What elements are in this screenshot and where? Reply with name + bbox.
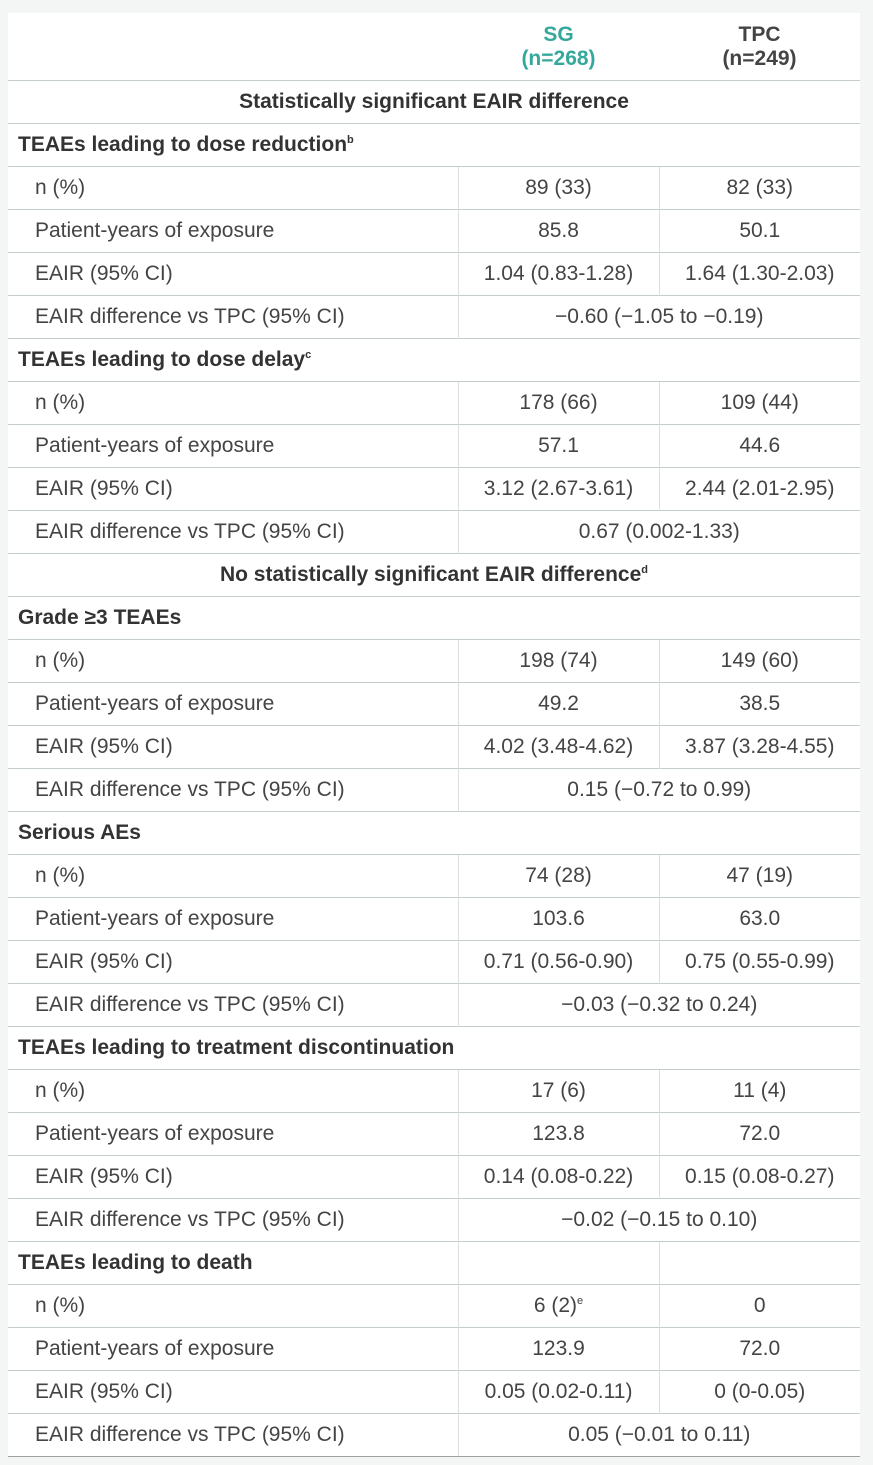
table-row: [8, 1156, 860, 1199]
section-header-row: [8, 81, 860, 124]
sg-value-cell: [458, 167, 659, 210]
row-label: Patient-years of exposure: [35, 907, 275, 930]
eair-difference-row: [8, 296, 860, 339]
diff-label-cell: [8, 1414, 458, 1457]
diff-value: 0.67 (0.002-1.33): [578, 520, 740, 543]
row-label: n (%): [35, 1079, 86, 1102]
row-label-cell: [8, 1156, 458, 1199]
section-header-row: [8, 554, 860, 597]
table-row: [8, 1070, 860, 1113]
row-label: EAIR (95% CI): [35, 735, 173, 758]
row-label-cell: [8, 382, 458, 425]
group-title-cell: [8, 812, 860, 855]
group-blank-cell-sg: [458, 1242, 659, 1285]
tpc-value: 2.44 (2.01-2.95): [685, 477, 835, 500]
table-row: [8, 253, 860, 296]
tpc-value: 3.87 (3.28-4.55): [685, 735, 835, 758]
row-label-cell: [8, 1285, 458, 1328]
row-label: EAIR (95% CI): [35, 1380, 173, 1403]
table-row: [8, 855, 860, 898]
table-row: [8, 468, 860, 511]
row-label: n (%): [35, 864, 86, 887]
sg-value-cell: [458, 1285, 659, 1328]
group-title-cell: [8, 1242, 458, 1285]
tpc-value: 82 (33): [726, 176, 794, 199]
tpc-value: 50.1: [739, 219, 781, 242]
sg-value-cell: [458, 1328, 659, 1371]
row-label-cell: [8, 1113, 458, 1156]
group-title: Serious AEs: [18, 821, 141, 844]
row-label: EAIR (95% CI): [35, 262, 173, 285]
sg-value-cell: [458, 1156, 659, 1199]
group-header-row: [8, 812, 860, 855]
tpc-value-cell: [659, 898, 860, 941]
diff-label: EAIR difference vs TPC (95% CI): [35, 305, 345, 328]
row-label-cell: [8, 253, 458, 296]
row-label-cell: [8, 1328, 458, 1371]
section-title: No statistically significant EAIR difference: [219, 563, 642, 586]
group-header-row: [8, 597, 860, 640]
row-label-cell: [8, 167, 458, 210]
tpc-value-cell: [659, 1070, 860, 1113]
diff-value-cell: [458, 296, 860, 339]
group-footnote-marker: c: [305, 349, 312, 361]
tpc-value-cell: [659, 425, 860, 468]
row-label: Patient-years of exposure: [35, 434, 275, 457]
header-tpc-label: TPC: [738, 22, 781, 46]
tpc-value: 63.0: [739, 907, 781, 930]
row-label: Patient-years of exposure: [35, 219, 275, 242]
table-row: [8, 898, 860, 941]
sg-value: 0.05 (0.02-0.11): [484, 1380, 633, 1403]
sg-footnote-marker: e: [577, 1295, 584, 1307]
row-label-cell: [8, 683, 458, 726]
group-title: TEAEs leading to dose delay: [18, 348, 306, 371]
sg-value: 6 (2): [533, 1294, 578, 1317]
table-row: [8, 167, 860, 210]
tpc-value: 109 (44): [720, 391, 799, 414]
sg-value: 3.12 (2.67-3.61): [483, 477, 634, 500]
tpc-value-cell: [659, 167, 860, 210]
tpc-value-cell: [659, 1113, 860, 1156]
table-row: [8, 1285, 860, 1328]
row-label-cell: [8, 726, 458, 769]
sg-value: 0.71 (0.56-0.90): [483, 950, 634, 973]
row-label-cell: [8, 425, 458, 468]
diff-label: EAIR difference vs TPC (95% CI): [35, 520, 345, 543]
header-tpc: [659, 13, 860, 81]
group-title: Grade ≥3 TEAEs: [18, 606, 182, 629]
sg-value-cell: [458, 726, 659, 769]
header-sg: [458, 13, 659, 81]
group-title: TEAEs leading to treatment discontinuation: [18, 1036, 455, 1059]
row-label: EAIR (95% CI): [35, 1165, 173, 1188]
diff-label-cell: [8, 511, 458, 554]
group-footnote-marker: b: [347, 134, 354, 146]
sg-value: 123.8: [532, 1122, 585, 1145]
row-label: EAIR (95% CI): [35, 950, 173, 973]
diff-label: EAIR difference vs TPC (95% CI): [35, 778, 345, 801]
diff-label: EAIR difference vs TPC (95% CI): [35, 993, 345, 1016]
tpc-value-cell: [659, 468, 860, 511]
row-label: n (%): [35, 391, 86, 414]
tpc-value-cell: [659, 1328, 860, 1371]
tpc-value-cell: [659, 941, 860, 984]
group-title: TEAEs leading to death: [18, 1251, 253, 1274]
group-title-cell: [8, 597, 860, 640]
diff-value-cell: [458, 1414, 860, 1457]
tpc-value: 11 (4): [733, 1079, 787, 1102]
section-title-cell: [8, 81, 860, 124]
tpc-value: 0.75 (0.55-0.99): [685, 950, 835, 973]
table-row: [8, 210, 860, 253]
diff-value: −0.02 (−0.15 to 0.10): [561, 1208, 758, 1231]
header-empty-cell: [8, 13, 458, 81]
table-row: [8, 941, 860, 984]
tpc-value-cell: [659, 1156, 860, 1199]
sg-value-cell: [458, 253, 659, 296]
sg-value-cell: [458, 468, 659, 511]
adverse-events-table: [8, 13, 860, 1457]
row-label-cell: [8, 468, 458, 511]
row-label-cell: [8, 1070, 458, 1113]
header-tpc-n: (n=249): [722, 46, 797, 70]
section-footnote-marker: d: [641, 564, 648, 576]
tpc-value: 38.5: [739, 692, 781, 715]
group-title-cell: [8, 339, 860, 382]
diff-value-cell: [458, 984, 860, 1027]
diff-label: EAIR difference vs TPC (95% CI): [35, 1208, 345, 1231]
diff-value: −0.03 (−0.32 to 0.24): [561, 993, 758, 1016]
sg-value: 123.9: [532, 1337, 585, 1360]
group-title-cell: [8, 1027, 860, 1070]
row-label-cell: [8, 941, 458, 984]
tpc-value: 72.0: [739, 1122, 781, 1145]
tpc-value: 47 (19): [726, 864, 794, 887]
sg-value: 74 (28): [525, 864, 592, 887]
table-header-row: [8, 13, 860, 81]
group-title-cell: [8, 124, 860, 167]
sg-value: 1.04 (0.83-1.28): [483, 262, 634, 285]
table-row: [8, 640, 860, 683]
table-row: [8, 683, 860, 726]
row-label-cell: [8, 210, 458, 253]
tpc-value-cell: [659, 1285, 860, 1328]
tpc-value-cell: [659, 1371, 860, 1414]
eair-difference-row: [8, 1199, 860, 1242]
sg-value-cell: [458, 683, 659, 726]
diff-value-cell: [458, 511, 860, 554]
sg-value: 85.8: [538, 219, 579, 242]
tpc-value-cell: [659, 210, 860, 253]
tpc-value-cell: [659, 855, 860, 898]
diff-label-cell: [8, 769, 458, 812]
group-title: TEAEs leading to dose reduction: [18, 133, 348, 156]
sg-value-cell: [458, 898, 659, 941]
sg-value: 0.14 (0.08-0.22): [483, 1165, 634, 1188]
diff-value: 0.15 (−0.72 to 0.99): [567, 778, 752, 801]
header-sg-label: SG: [543, 22, 574, 46]
diff-label-cell: [8, 984, 458, 1027]
row-label: Patient-years of exposure: [35, 692, 275, 715]
tpc-value: 0 (0-0.05): [714, 1380, 806, 1403]
table-row: [8, 1113, 860, 1156]
ae-table-container: [8, 13, 860, 1457]
sg-value: 17 (6): [531, 1079, 586, 1102]
group-header-row: [8, 124, 860, 167]
row-label-cell: [8, 1371, 458, 1414]
tpc-value-cell: [659, 382, 860, 425]
diff-label-cell: [8, 296, 458, 339]
eair-difference-row: [8, 1414, 860, 1457]
tpc-value: 0: [753, 1294, 766, 1317]
row-label: EAIR (95% CI): [35, 477, 173, 500]
diff-label: EAIR difference vs TPC (95% CI): [35, 1423, 345, 1446]
header-sg-n: (n=268): [521, 46, 596, 70]
row-label: Patient-years of exposure: [35, 1337, 275, 1360]
tpc-value: 0.15 (0.08-0.27): [685, 1165, 835, 1188]
sg-value: 4.02 (3.48-4.62): [483, 735, 634, 758]
group-header-row: [8, 1027, 860, 1070]
table-row: [8, 1328, 860, 1371]
tpc-value: 149 (60): [720, 649, 799, 672]
eair-difference-row: [8, 511, 860, 554]
sg-value-cell: [458, 1070, 659, 1113]
tpc-value: 72.0: [739, 1337, 781, 1360]
sg-value: 178 (66): [519, 391, 598, 414]
row-label: n (%): [35, 176, 86, 199]
row-label-cell: [8, 898, 458, 941]
tpc-value: 1.64 (1.30-2.03): [685, 262, 835, 285]
sg-value: 49.2: [538, 692, 579, 715]
sg-value: 57.1: [538, 434, 579, 457]
sg-value-cell: [458, 855, 659, 898]
row-label: Patient-years of exposure: [35, 1122, 275, 1145]
group-header-row: [8, 1242, 860, 1285]
group-blank-cell-tpc: [659, 1242, 860, 1285]
sg-value: 103.6: [532, 907, 585, 930]
group-header-row: [8, 339, 860, 382]
sg-value: 198 (74): [519, 649, 598, 672]
tpc-value: 44.6: [739, 434, 781, 457]
tpc-value-cell: [659, 726, 860, 769]
sg-value-cell: [458, 425, 659, 468]
sg-value-cell: [458, 1113, 659, 1156]
diff-value-cell: [458, 769, 860, 812]
row-label-cell: [8, 855, 458, 898]
tpc-value-cell: [659, 253, 860, 296]
section-title-cell: [8, 554, 860, 597]
diff-value-cell: [458, 1199, 860, 1242]
sg-value: 89 (33): [525, 176, 592, 199]
diff-label-cell: [8, 1199, 458, 1242]
sg-value-cell: [458, 941, 659, 984]
table-row: [8, 726, 860, 769]
eair-difference-row: [8, 769, 860, 812]
sg-value-cell: [458, 210, 659, 253]
diff-value: −0.60 (−1.05 to −0.19): [555, 305, 764, 328]
sg-value-cell: [458, 382, 659, 425]
eair-difference-row: [8, 984, 860, 1027]
tpc-value-cell: [659, 683, 860, 726]
table-row: [8, 425, 860, 468]
diff-value: 0.05 (−0.01 to 0.11): [568, 1423, 751, 1446]
table-row: [8, 1371, 860, 1414]
row-label: n (%): [35, 1294, 86, 1317]
table-row: [8, 382, 860, 425]
section-title: Statistically significant EAIR difference: [239, 90, 629, 113]
row-label-cell: [8, 640, 458, 683]
sg-value-cell: [458, 640, 659, 683]
sg-value-cell: [458, 1371, 659, 1414]
row-label: n (%): [35, 649, 86, 672]
tpc-value-cell: [659, 640, 860, 683]
